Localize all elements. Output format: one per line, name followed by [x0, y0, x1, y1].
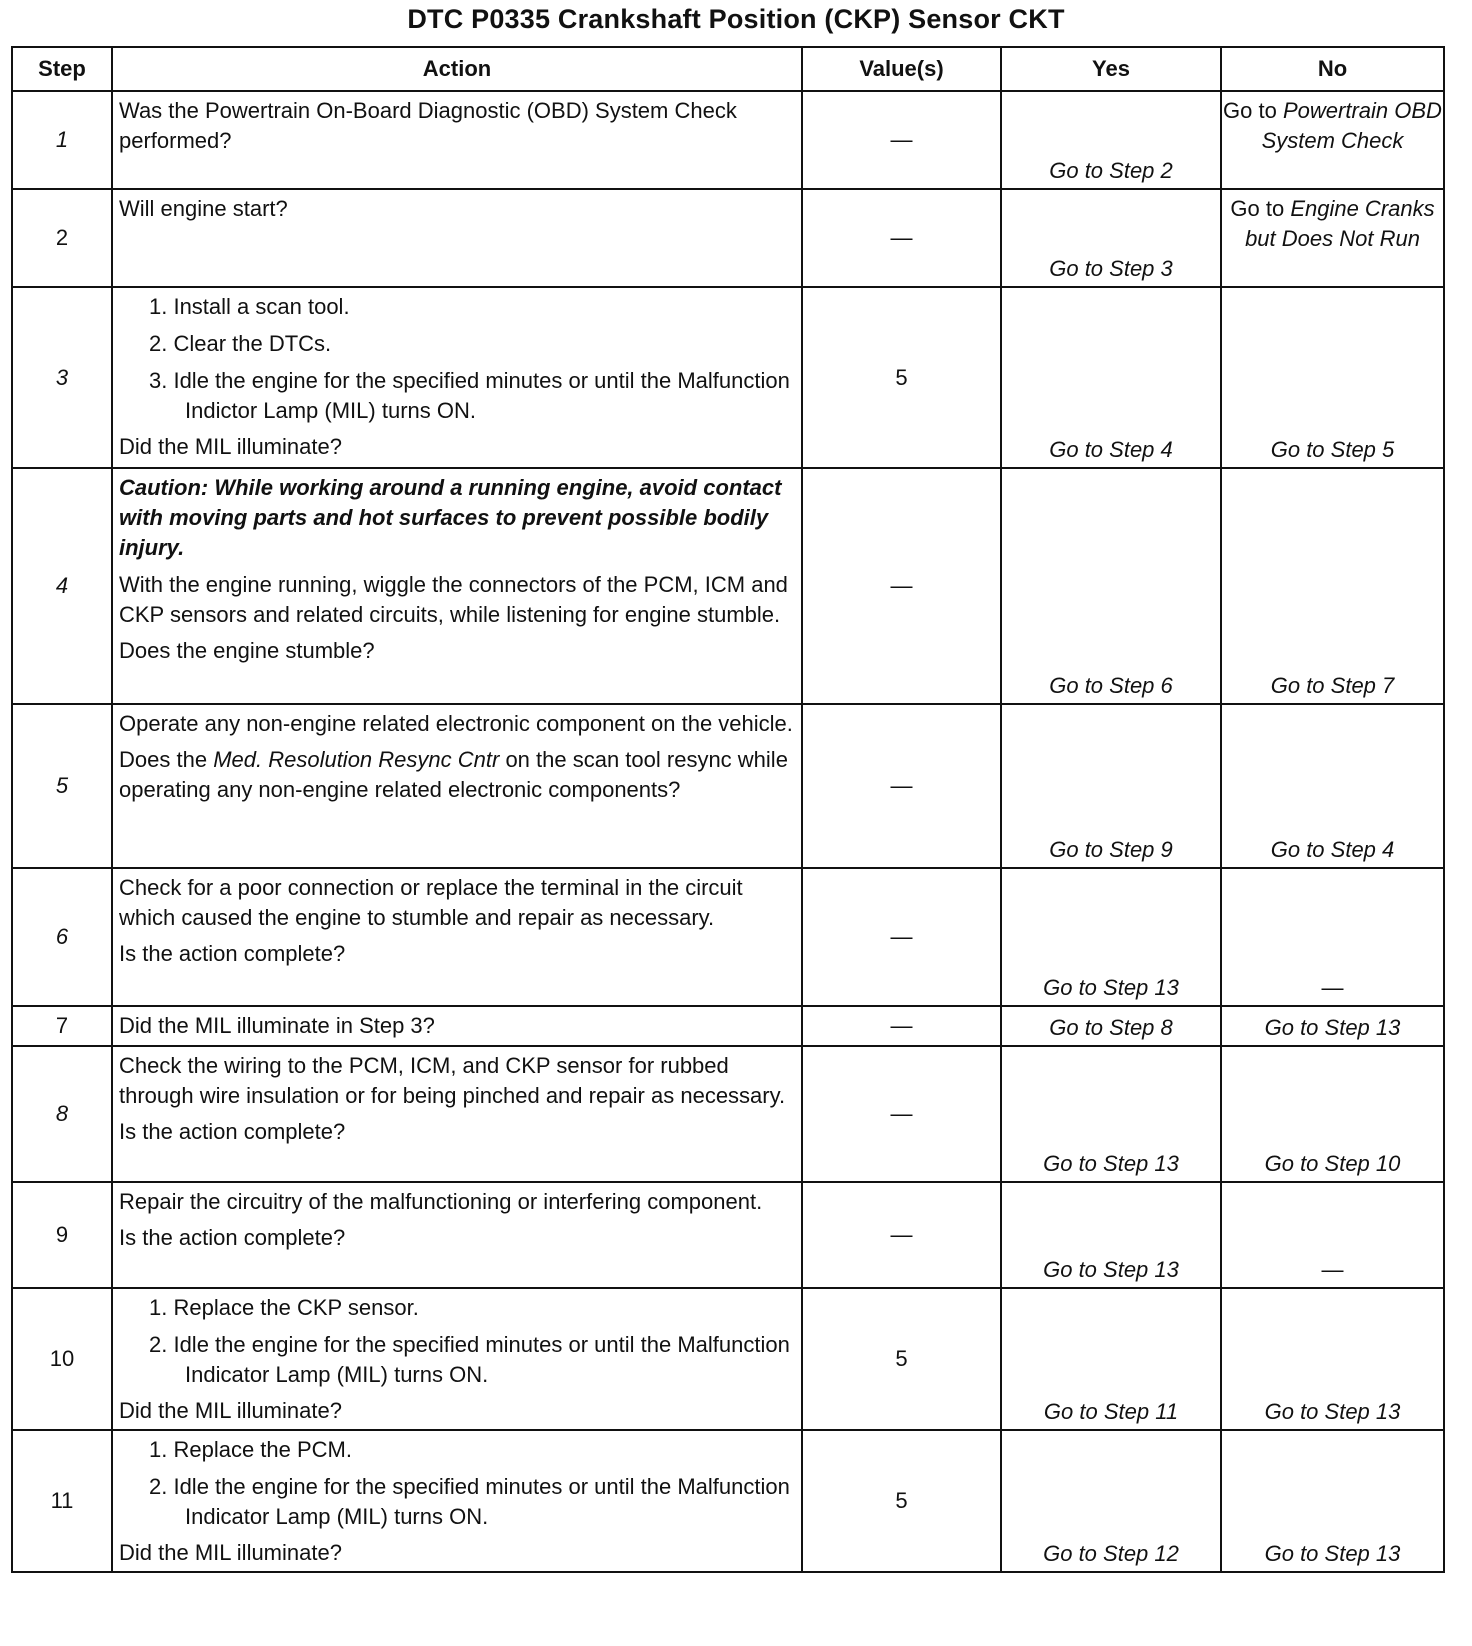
value-cell: — [802, 704, 1001, 868]
table-row [12, 189, 1444, 287]
action-question: Is the action complete? [119, 1119, 346, 1144]
header-step: Step [12, 47, 112, 91]
no-cell: Go to Step 10 [1221, 1046, 1444, 1182]
action-text: Check for a poor connection or replace the terminal in the circuit which caused the engine to stumble and repair as necessary. [119, 875, 743, 930]
question-prefix: Does the [119, 747, 208, 772]
page-title: DTC P0335 Crankshaft Position (CKP) Sensor CKT [407, 4, 1065, 34]
action-question: Is the action complete? [119, 941, 346, 966]
action-text: Operate any non-engine related electronic component on the vehicle. [119, 711, 793, 736]
value-cell: — [802, 468, 1001, 704]
table-row [12, 1430, 1444, 1572]
action-text: Repair the circuitry of the malfunctioning or interfering component. [119, 1189, 763, 1214]
action-cell [112, 287, 802, 468]
table-row [12, 1046, 1444, 1182]
action-cell [112, 91, 802, 189]
value-cell: 5 [802, 287, 1001, 468]
header-row [12, 47, 1444, 91]
no-cell: Go to Step 13 [1221, 1430, 1444, 1572]
header-values: Value(s) [802, 47, 1001, 91]
list-item: 1. Replace the CKP sensor. [149, 1295, 419, 1320]
yes-cell: Go to Step 8 [1001, 1006, 1221, 1046]
value-cell: — [802, 189, 1001, 287]
list-item: 1. Install a scan tool. [149, 294, 350, 319]
no-cell: Go to Step 4 [1221, 704, 1444, 868]
list-item: 1. Replace the PCM. [149, 1437, 352, 1462]
no-link: Engine Cranks but Does Not Run [1245, 196, 1435, 251]
value-cell: — [802, 1046, 1001, 1182]
table-row [12, 1288, 1444, 1430]
step-number: 7 [12, 1006, 112, 1046]
action-cell [112, 868, 802, 1006]
no-cell: — [1221, 1182, 1444, 1288]
step-number: 10 [12, 1288, 112, 1430]
action-text: Will engine start? [119, 196, 288, 221]
action-question: Did the MIL illuminate? [119, 1398, 342, 1423]
table-row [12, 91, 1444, 189]
list-item: 3. Idle the engine for the specified minutes or until the Malfunction Indictor Lamp (MIL) turns ON. [149, 368, 790, 423]
yes-cell: Go to Step 13 [1001, 1046, 1221, 1182]
header-action: Action [112, 47, 802, 91]
step-number: 1 [12, 91, 112, 189]
action-cell [112, 189, 802, 287]
no-cell [1221, 189, 1444, 287]
yes-cell: Go to Step 9 [1001, 704, 1221, 868]
yes-cell: Go to Step 6 [1001, 468, 1221, 704]
action-text: With the engine running, wiggle the connectors of the PCM, ICM and CKP sensors and related circuits, while listening for engine stumble. [119, 572, 788, 627]
no-cell: Go to Step 7 [1221, 468, 1444, 704]
yes-cell: Go to Step 4 [1001, 287, 1221, 468]
step-number: 11 [12, 1430, 112, 1572]
caution-text: Caution: While working around a running engine, avoid contact with moving parts and hot surfaces to prevent possible bodily injury. [119, 475, 782, 560]
table-row [12, 868, 1444, 1006]
list-item: 2. Idle the engine for the specified minutes or until the Malfunction Indicator Lamp (MIL) turns ON. [149, 1474, 790, 1529]
action-question: Is the action complete? [119, 1225, 346, 1250]
action-question: Did the MIL illuminate? [119, 434, 342, 459]
action-question: Does the engine stumble? [119, 638, 375, 663]
value-cell: 5 [802, 1430, 1001, 1572]
action-cell [112, 1046, 802, 1182]
no-cell: Go to Step 13 [1221, 1288, 1444, 1430]
question-suffix: on the scan tool resync while operating any non-engine related electronic components? [119, 747, 788, 802]
no-cell: Go to Step 5 [1221, 287, 1444, 468]
action-cell [112, 1006, 802, 1046]
yes-cell: Go to Step 13 [1001, 868, 1221, 1006]
no-prefix: Go to [1230, 196, 1285, 221]
action-text: Did the MIL illuminate in Step 3? [119, 1013, 435, 1038]
table-row [12, 704, 1444, 868]
step-number: 5 [12, 704, 112, 868]
yes-cell: Go to Step 11 [1001, 1288, 1221, 1430]
action-text: Check the wiring to the PCM, ICM, and CKP sensor for rubbed through wire insulation or for being pinched and repair as necessary. [119, 1053, 786, 1108]
action-question [119, 745, 795, 805]
list-item: 2. Idle the engine for the specified minutes or until the Malfunction Indicator Lamp (MIL) turns ON. [149, 1332, 790, 1387]
value-cell: 5 [802, 1288, 1001, 1430]
value-cell: — [802, 1006, 1001, 1046]
header-yes: Yes [1001, 47, 1221, 91]
step-number: 3 [12, 287, 112, 468]
no-cell: — [1221, 868, 1444, 1006]
no-link: Powertrain OBD System Check [1261, 98, 1442, 153]
table-row [12, 287, 1444, 468]
yes-cell: Go to Step 13 [1001, 1182, 1221, 1288]
header-no: No [1221, 47, 1444, 91]
yes-cell: Go to Step 12 [1001, 1430, 1221, 1572]
action-cell [112, 1288, 802, 1430]
list-item: 2. Clear the DTCs. [149, 331, 332, 356]
action-text: Was the Powertrain On-Board Diagnostic (OBD) System Check performed? [119, 98, 737, 153]
action-cell [112, 468, 802, 704]
action-cell [112, 1182, 802, 1288]
step-number: 8 [12, 1046, 112, 1182]
action-cell [112, 704, 802, 868]
yes-cell: Go to Step 3 [1001, 189, 1221, 287]
yes-cell: Go to Step 2 [1001, 91, 1221, 189]
step-number: 2 [12, 189, 112, 287]
question-parameter: Med. Resolution Resync Cntr [213, 747, 500, 772]
table-row [12, 1006, 1444, 1046]
table-row [12, 1182, 1444, 1288]
value-cell: — [802, 868, 1001, 1006]
action-question: Did the MIL illuminate? [119, 1540, 342, 1565]
value-cell: — [802, 1182, 1001, 1288]
step-number: 4 [12, 468, 112, 704]
table-row [12, 468, 1444, 704]
step-number: 9 [12, 1182, 112, 1288]
action-cell [112, 1430, 802, 1572]
no-prefix: Go to [1223, 98, 1277, 123]
no-cell: Go to Step 13 [1221, 1006, 1444, 1046]
value-cell: — [802, 91, 1001, 189]
no-cell [1221, 91, 1444, 189]
step-number: 6 [12, 868, 112, 1006]
diagnostic-table [11, 46, 1445, 1573]
